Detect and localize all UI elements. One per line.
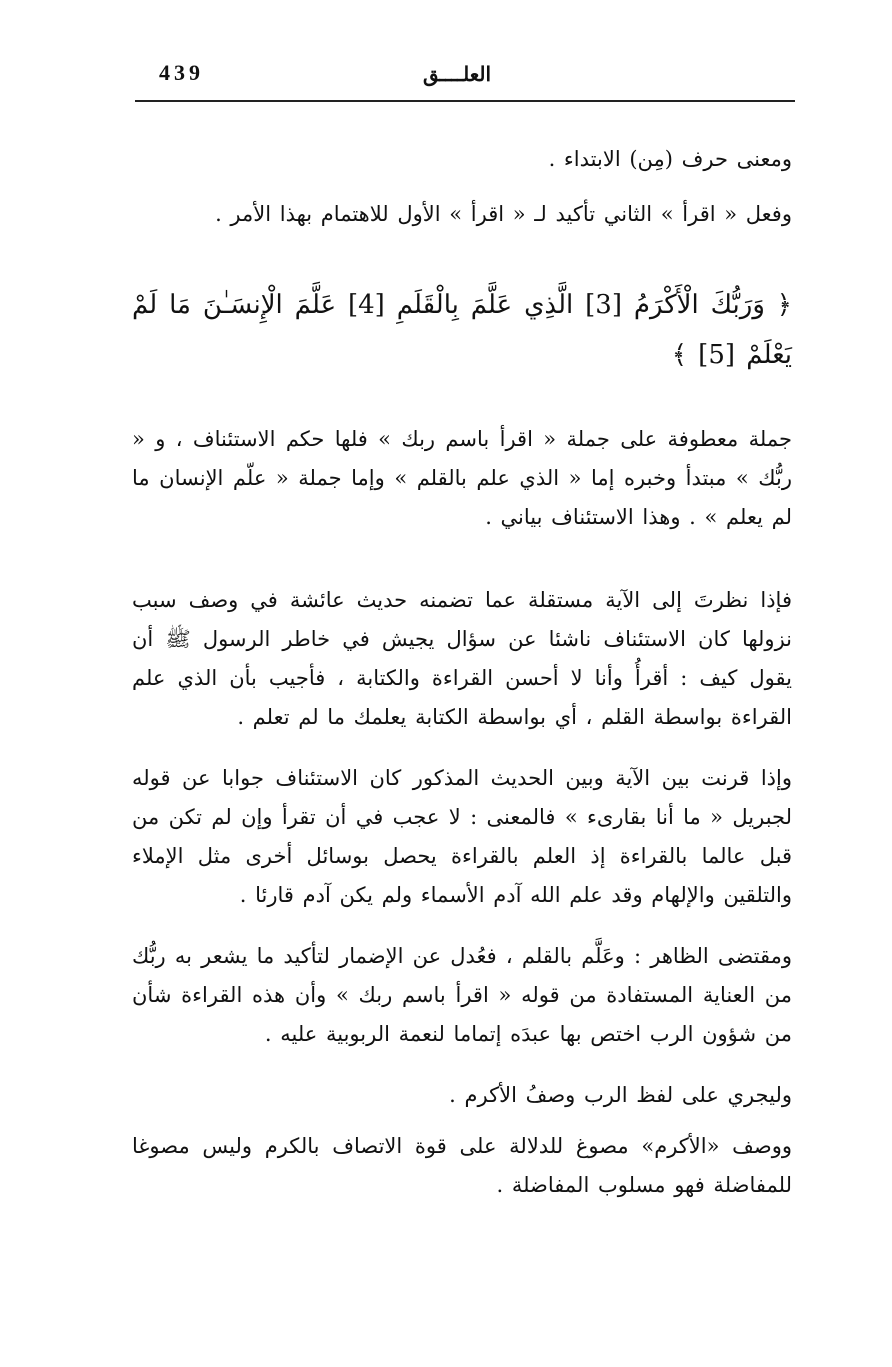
- paragraph-8: ووصف «الأكرم» مصوغ للدلالة على قوة الاتصاف بالكرم وليس مصوغا للمفاضلة فهو مسلوب المفاضلة .: [132, 1134, 792, 1197]
- page-number: 439: [159, 60, 204, 85]
- paragraph-5: وإذا قرنت بين الآية وبين الحديث المذكور كان الاستئناف جوابا عن قوله لجبريل « ما أنا بقارىء » فالمعنى : لا عجب في أن تقرأ وإن لم تكن من قبل عالما بالقراءة إذ العلم بالقراءة يحصل بوسائل أخرى مثل الإملاء والتلقين والإلهام وقد علم الله آدم الأسماء ولم يكن آدم قارئا .: [132, 766, 792, 907]
- paragraph-4: فإذا نظرتَ إلى الآية مستقلة عما تضمنه حديث عائشة في وصف سبب نزولها كان الاستئناف ناشئا عن سؤال يجيش في خاطر الرسول ﷺ أن يقول كيف : أقرأُ وأنا لا أحسن القراءة والكتابة ، فأجيب بأن الذي علم القراءة بواسطة القلم ، أي بواسطة الكتابة يعلمك ما لم تعلم .: [132, 588, 792, 729]
- paragraph-2: وفعل « اقرأ » الثاني تأكيد لـ « اقرأ » الأول للاهتمام بهذا الأمر .: [215, 202, 792, 226]
- surah-title: العلــــق: [423, 62, 492, 86]
- page-body: [132, 140, 792, 1205]
- header-rule: [135, 100, 795, 102]
- page-header: [135, 56, 795, 102]
- paragraph-1: ومعنى حرف (مِن) الابتداء .: [548, 147, 792, 171]
- quran-verse: ﴿ وَرَبُّكَ الْأَكْرَمُ [3] الَّذِي عَلَّمَ بِالْقَلَمِ [4] عَلَّمَ الْإِنسَـٰنَ مَا لَمْ يَعْلَمْ [5] ﴾: [132, 290, 793, 370]
- paragraph-6: ومقتضى الظاهر : وعَلَّم بالقلم ، فعُدل عن الإضمار لتأكيد ما يشعر به ربُّك من العناية المستفادة من قوله « اقرأ باسم ربك » وأن هذه القراءة شأن من شؤون الرب اختص بها عبدَه إتماما لنعمة الربوبية عليه .: [132, 944, 792, 1046]
- paragraph-3: جملة معطوفة على جملة « اقرأ باسم ربك » فلها حكم الاستئناف ، و « ربُّك » مبتدأ وخبره إما « الذي علم بالقلم » وإما جملة « علّم الإنسان ما لم يعلم » . وهذا الاستئناف بياني .: [132, 427, 792, 529]
- paragraph-7: وليجري على لفظ الرب وصفُ الأكرم .: [449, 1083, 792, 1107]
